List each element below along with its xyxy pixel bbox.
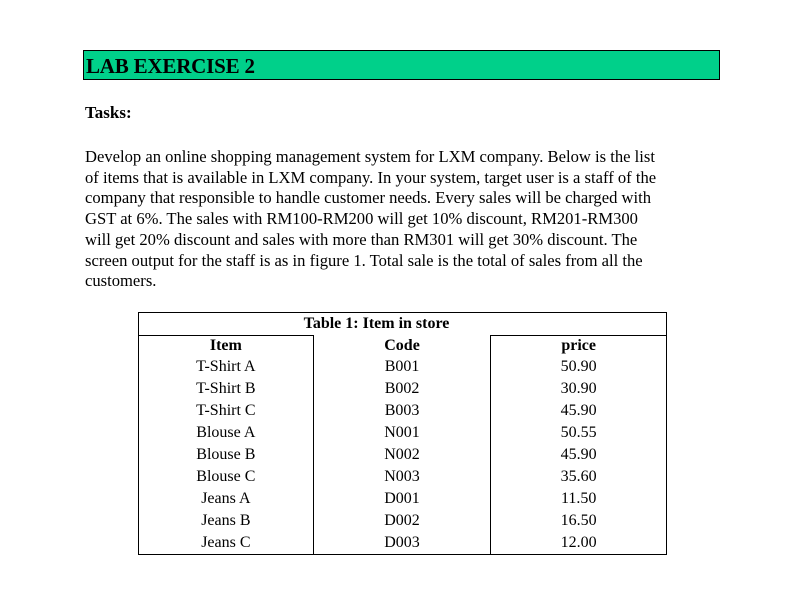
task-description xyxy=(85,147,725,292)
table-row xyxy=(139,466,667,488)
cell-code: N003 xyxy=(313,466,491,488)
table-row xyxy=(139,378,667,400)
cell-item: Blouse C xyxy=(139,466,314,488)
cell-item: Jeans A xyxy=(139,488,314,510)
cell-code: B003 xyxy=(313,400,491,422)
cell-price: 50.90 xyxy=(491,356,667,378)
header-item: Item xyxy=(139,336,314,357)
table-row xyxy=(139,532,667,555)
cell-price: 30.90 xyxy=(491,378,667,400)
cell-item: Jeans B xyxy=(139,510,314,532)
cell-code: B002 xyxy=(313,378,491,400)
cell-item: T-Shirt C xyxy=(139,400,314,422)
cell-code: N001 xyxy=(313,422,491,444)
table-row xyxy=(139,422,667,444)
table-caption-row xyxy=(139,313,667,336)
cell-price: 11.50 xyxy=(491,488,667,510)
description-line: GST at 6%. The sales with RM100-RM200 will get 10% discount, RM201-RM300 xyxy=(85,209,638,229)
cell-price: 16.50 xyxy=(491,510,667,532)
description-line: screen output for the staff is as in figure 1. Total sale is the total of sales from all the xyxy=(85,250,643,270)
cell-item: T-Shirt B xyxy=(139,378,314,400)
description-line: of items that is available in LXM company. In your system, target user is a staff of the xyxy=(85,167,657,187)
table-row xyxy=(139,356,667,378)
description-line: will get 20% discount and sales with more than RM301 will get 30% discount. The xyxy=(85,229,638,249)
header-price: price xyxy=(491,336,667,357)
table-caption: Table 1: Item in store xyxy=(303,315,450,332)
table-row xyxy=(139,444,667,466)
table-header-row xyxy=(139,336,667,357)
description-line: Develop an online shopping management system for LXM company. Below is the list xyxy=(85,147,655,166)
cell-code: D002 xyxy=(313,510,491,532)
cell-code: D003 xyxy=(313,532,491,555)
table-row xyxy=(139,400,667,422)
cell-price: 45.90 xyxy=(491,444,667,466)
description-line: company that responsible to handle customer needs. Every sales will be charged with xyxy=(85,188,652,208)
cell-price: 50.55 xyxy=(491,422,667,444)
tasks-heading: Tasks: xyxy=(85,103,132,122)
cell-item: Blouse A xyxy=(139,422,314,444)
cell-code: B001 xyxy=(313,356,491,378)
description-line: customers. xyxy=(85,271,157,291)
table-row xyxy=(139,510,667,532)
cell-code: D001 xyxy=(313,488,491,510)
section-title-bar xyxy=(83,50,720,80)
table-row xyxy=(139,488,667,510)
section-title: LAB EXERCISE 2 xyxy=(86,54,255,78)
cell-item: T-Shirt A xyxy=(139,356,314,378)
cell-price: 45.90 xyxy=(491,400,667,422)
items-table xyxy=(138,312,667,555)
cell-price: 35.60 xyxy=(491,466,667,488)
cell-code: N002 xyxy=(313,444,491,466)
cell-price: 12.00 xyxy=(491,532,667,555)
cell-item: Blouse B xyxy=(139,444,314,466)
cell-item: Jeans C xyxy=(139,532,314,555)
header-code: Code xyxy=(313,336,491,357)
